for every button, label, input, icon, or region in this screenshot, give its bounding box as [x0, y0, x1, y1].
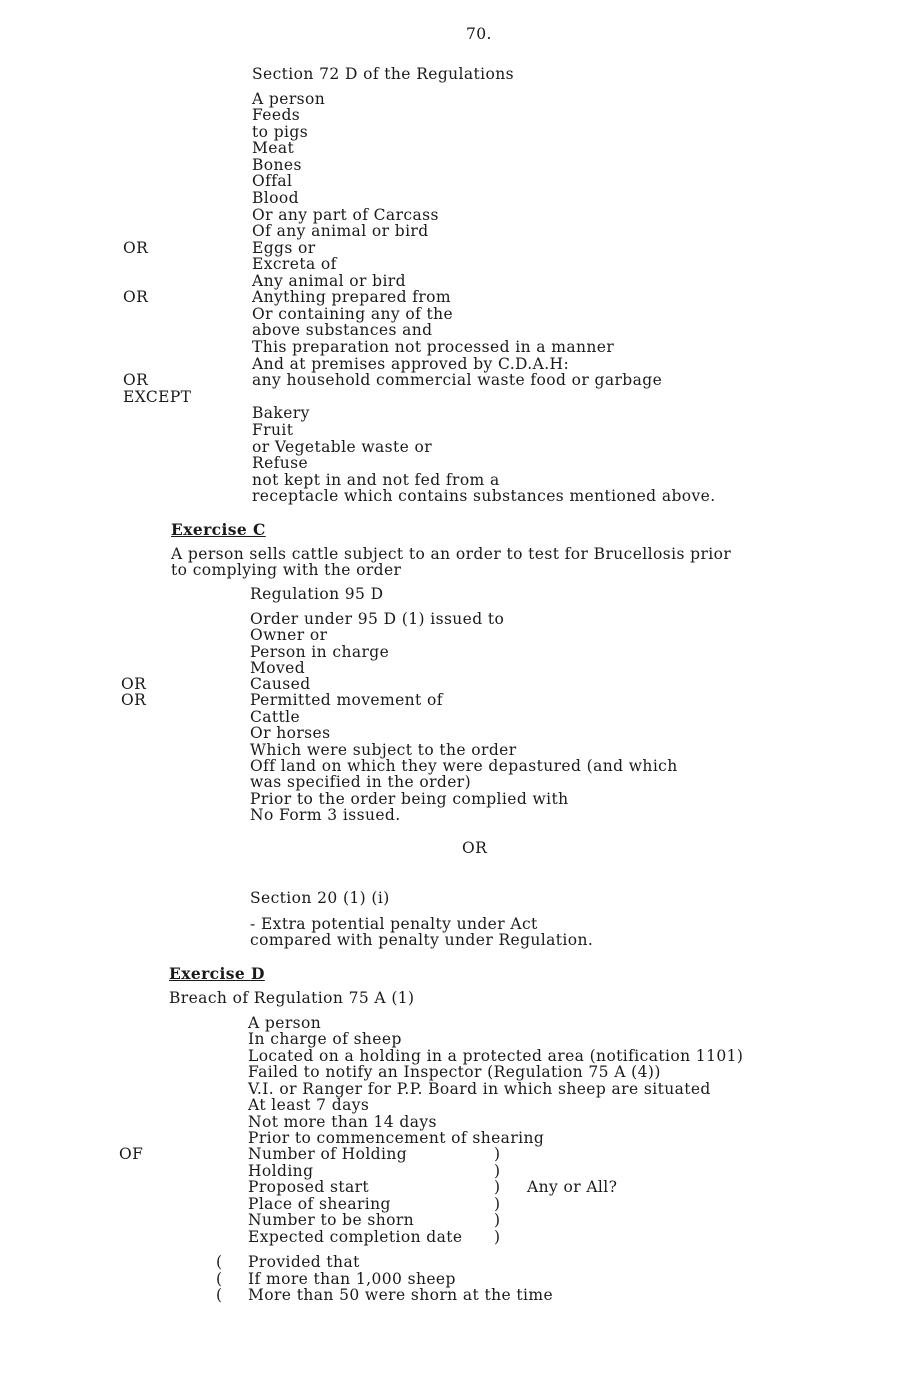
text-line: Or horses [250, 724, 331, 742]
exercise-d-heading: Exercise D [169, 964, 265, 983]
text-line: Number of Holding [248, 1145, 408, 1163]
text-line: Blood [252, 189, 299, 207]
text-line: Prior to commencement of shearing [248, 1129, 545, 1147]
text-line: to pigs [252, 123, 309, 141]
text-line: Feeds [252, 106, 301, 124]
text-line: receptacle which contains substances mentioned above. [252, 487, 716, 505]
text-line: This preparation not processed in a manner [252, 338, 615, 356]
text-line: Bakery [252, 404, 310, 422]
text-line: A person [252, 90, 326, 108]
text-line: any household commercial waste food or garbage [252, 371, 663, 389]
text-line: Which were subject to the order [250, 741, 517, 759]
text-line: Number to be shorn [248, 1211, 415, 1229]
text-line: was specified in the order) [250, 773, 472, 791]
text-line: Section 20 (1) (i) [250, 889, 390, 907]
text-line: Located on a holding in a protected area (notification 1101) [248, 1047, 744, 1065]
text-line: Holding [248, 1162, 314, 1180]
text-line: Caused [250, 675, 311, 693]
text-line: Or any part of Carcass [252, 206, 439, 224]
margin-connective: OR [121, 675, 147, 693]
bracket-note: Any or All? [527, 1178, 618, 1196]
text-line: In charge of sheep [248, 1030, 402, 1048]
bracket: ) [494, 1178, 501, 1196]
text-line: V.I. or Ranger for P.P. Board in which sheep are situated [248, 1080, 711, 1098]
text-line: Provided that [248, 1253, 360, 1271]
text-line: Fruit [252, 421, 294, 439]
text-line: Of any animal or bird [252, 222, 429, 240]
text-line: At least 7 days [248, 1096, 370, 1114]
text-line: No Form 3 issued. [250, 806, 401, 824]
section-heading: Section 72 D of the Regulations [252, 65, 515, 83]
exercise-c-heading: Exercise C [171, 520, 266, 539]
text-line: A person sells cattle subject to an order to test for Brucellosis prior [171, 545, 732, 563]
text-line: Any animal or bird [252, 272, 406, 290]
text-line: Person in charge [250, 643, 390, 661]
margin-connective: OR [123, 288, 149, 306]
text-line: Place of shearing [248, 1195, 391, 1213]
text-line: not kept in and not fed from a [252, 471, 500, 489]
text-line: Refuse [252, 454, 309, 472]
text-line: to complying with the order [171, 561, 402, 579]
bracket: ) [494, 1162, 501, 1180]
bracket: ( [216, 1253, 223, 1271]
text-line: or Vegetable waste or [252, 438, 433, 456]
bracket: ) [494, 1211, 501, 1229]
text-line: Eggs or [252, 239, 316, 257]
text-line: Offal [252, 172, 293, 190]
margin-connective: EXCEPT [123, 388, 192, 406]
text-line: And at premises approved by C.D.A.H: [252, 355, 570, 373]
text-line: Permitted movement of [250, 691, 443, 709]
text-line: Breach of Regulation 75 A (1) [169, 989, 415, 1007]
text-line: Or containing any of the [252, 305, 454, 323]
text-line: Off land on which they were depastured (and which [250, 757, 678, 775]
bracket: ) [494, 1228, 501, 1246]
text-line: Proposed start [248, 1178, 370, 1196]
text-line: Expected completion date [248, 1228, 463, 1246]
text-line: More than 50 were shorn at the time [248, 1286, 554, 1304]
text-line: Meat [252, 139, 295, 157]
text-line: Anything prepared from [252, 288, 452, 306]
margin-connective: OR [123, 239, 149, 257]
text-line: If more than 1,000 sheep [248, 1270, 456, 1288]
margin-connective: OF [119, 1145, 144, 1163]
text-line: above substances and [252, 321, 433, 339]
text-line: - Extra potential penalty under Act [250, 915, 538, 933]
text-line: compared with penalty under Regulation. [250, 931, 594, 949]
margin-connective: OR [121, 691, 147, 709]
text-line: Order under 95 D (1) issued to [250, 610, 505, 628]
centered-or: OR [462, 839, 488, 857]
bracket: ) [494, 1195, 501, 1213]
text-line: A person [248, 1014, 322, 1032]
text-line: Regulation 95 D [250, 585, 384, 603]
margin-connective: OR [123, 371, 149, 389]
text-line: Cattle [250, 708, 301, 726]
bracket: ( [216, 1270, 223, 1288]
bracket: ( [216, 1286, 223, 1304]
page-number: 70. [466, 25, 492, 43]
text-line: Owner or [250, 626, 328, 644]
text-line: Prior to the order being complied with [250, 790, 569, 808]
text-line: Failed to notify an Inspector (Regulation 75 A (4)) [248, 1063, 661, 1081]
text-line: Excreta of [252, 255, 337, 273]
text-line: Moved [250, 659, 306, 677]
text-line: Bones [252, 156, 302, 174]
text-line: Not more than 14 days [248, 1113, 437, 1131]
bracket: ) [494, 1145, 501, 1163]
